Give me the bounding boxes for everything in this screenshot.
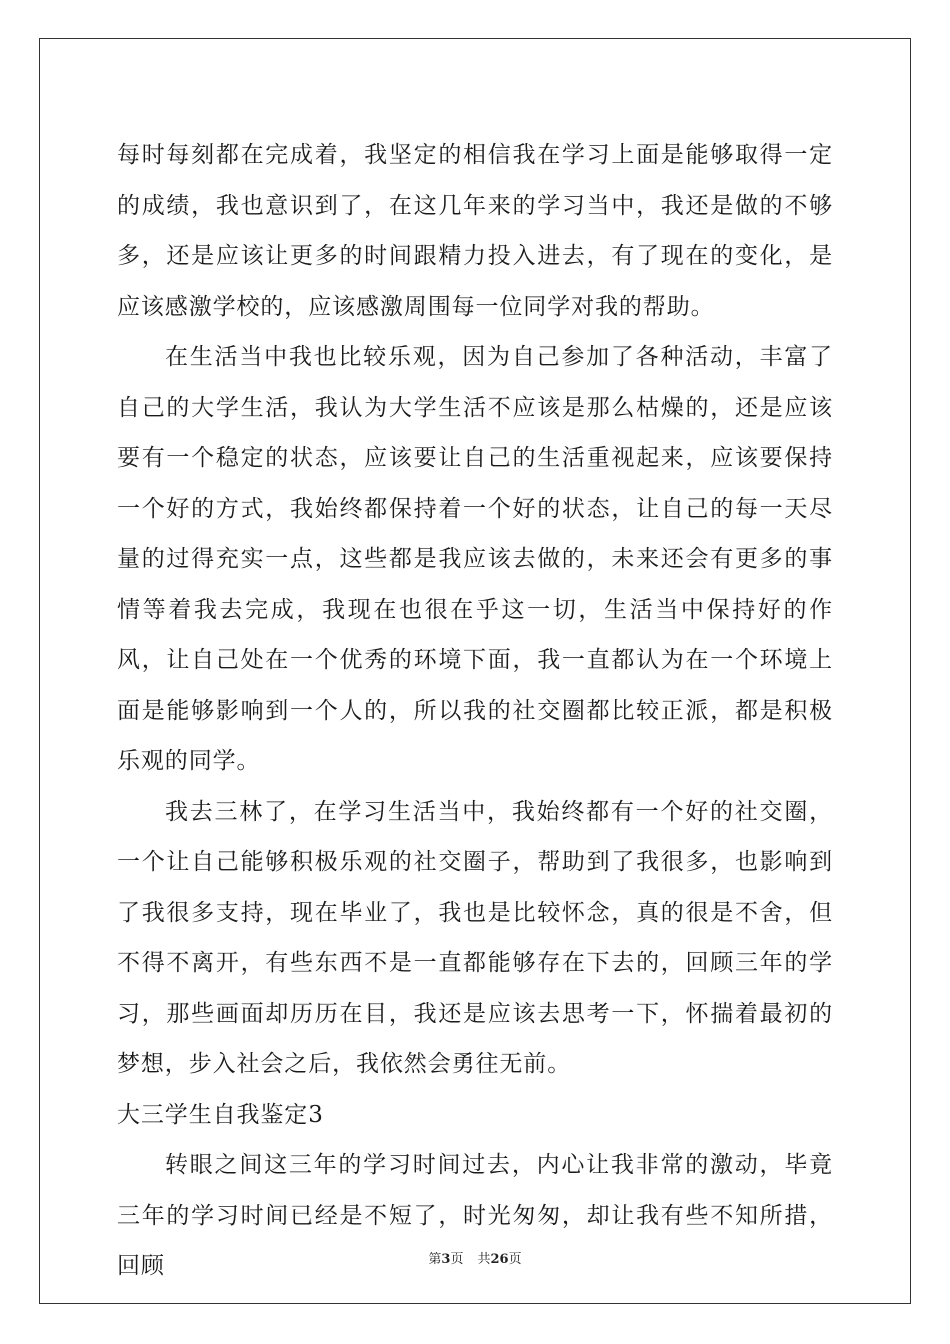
footer-total-prefix: 共: [477, 1252, 491, 1267]
footer-total-pages: 26: [490, 1252, 509, 1267]
paragraph-3: 我去三林了，在学习生活当中，我始终都有一个好的社交圈，一个让自己能够积极乐观的社交圈子，帮助到了我很多，也影响到了我很多支持，现在毕业了，我也是比较怀念，真的很是不舍，但不得不离开，有些东西不是一直都能够存在下去的，回顾三年的学习，那些画面却历历在目，我还是应该去思考一下，怀揣着最初的梦想，步入社会之后，我依然会勇往无前。: [117, 798, 833, 1077]
footer-total-suffix: 页: [508, 1252, 522, 1267]
paragraph-4: 转眼之间这三年的学习时间过去，内心让我非常的激动，毕竟三年的学习时间已经是不短了，时光匆匆，却让我有些不知所措，回顾: [117, 1152, 833, 1279]
footer-page-number: 3: [441, 1252, 451, 1267]
paragraph-1: 每时每刻都在完成着，我坚定的相信我在学习上面是能够取得一定的成绩，我也意识到了，在这几年来的学习当中，我还是做的不够多，还是应该让更多的时间跟精力投入进去，有了现在的变化，是应该感激学校的，应该感激周围每一位同学对我的帮助。: [117, 142, 833, 320]
paragraph-2: 在生活当中我也比较乐观，因为自己参加了各种活动，丰富了自己的大学生活，我认为大学生活不应该是那么枯燥的，还是应该要有一个稳定的状态，应该要让自己的生活重视起来，应该要保持一个好的方式，我始终都保持着一个好的状态，让自己的每一天尽量的过得充实一点，这些都是我应该去做的，未来还会有更多的事情等着我去完成，我现在也很在乎这一切，生活当中保持好的作风，让自己处在一个优秀的环境下面，我一直都认为在一个环境上面是能够影响到一个人的，所以我的社交圈都比较正派，都是积极乐观的同学。: [117, 344, 833, 774]
page-footer: [0, 1248, 950, 1267]
footer-page-suffix: 页: [450, 1252, 464, 1267]
section-heading: 大三学生自我鉴定3: [117, 1101, 324, 1128]
document-body: [117, 130, 833, 1292]
footer-page-prefix: 第: [428, 1252, 442, 1267]
